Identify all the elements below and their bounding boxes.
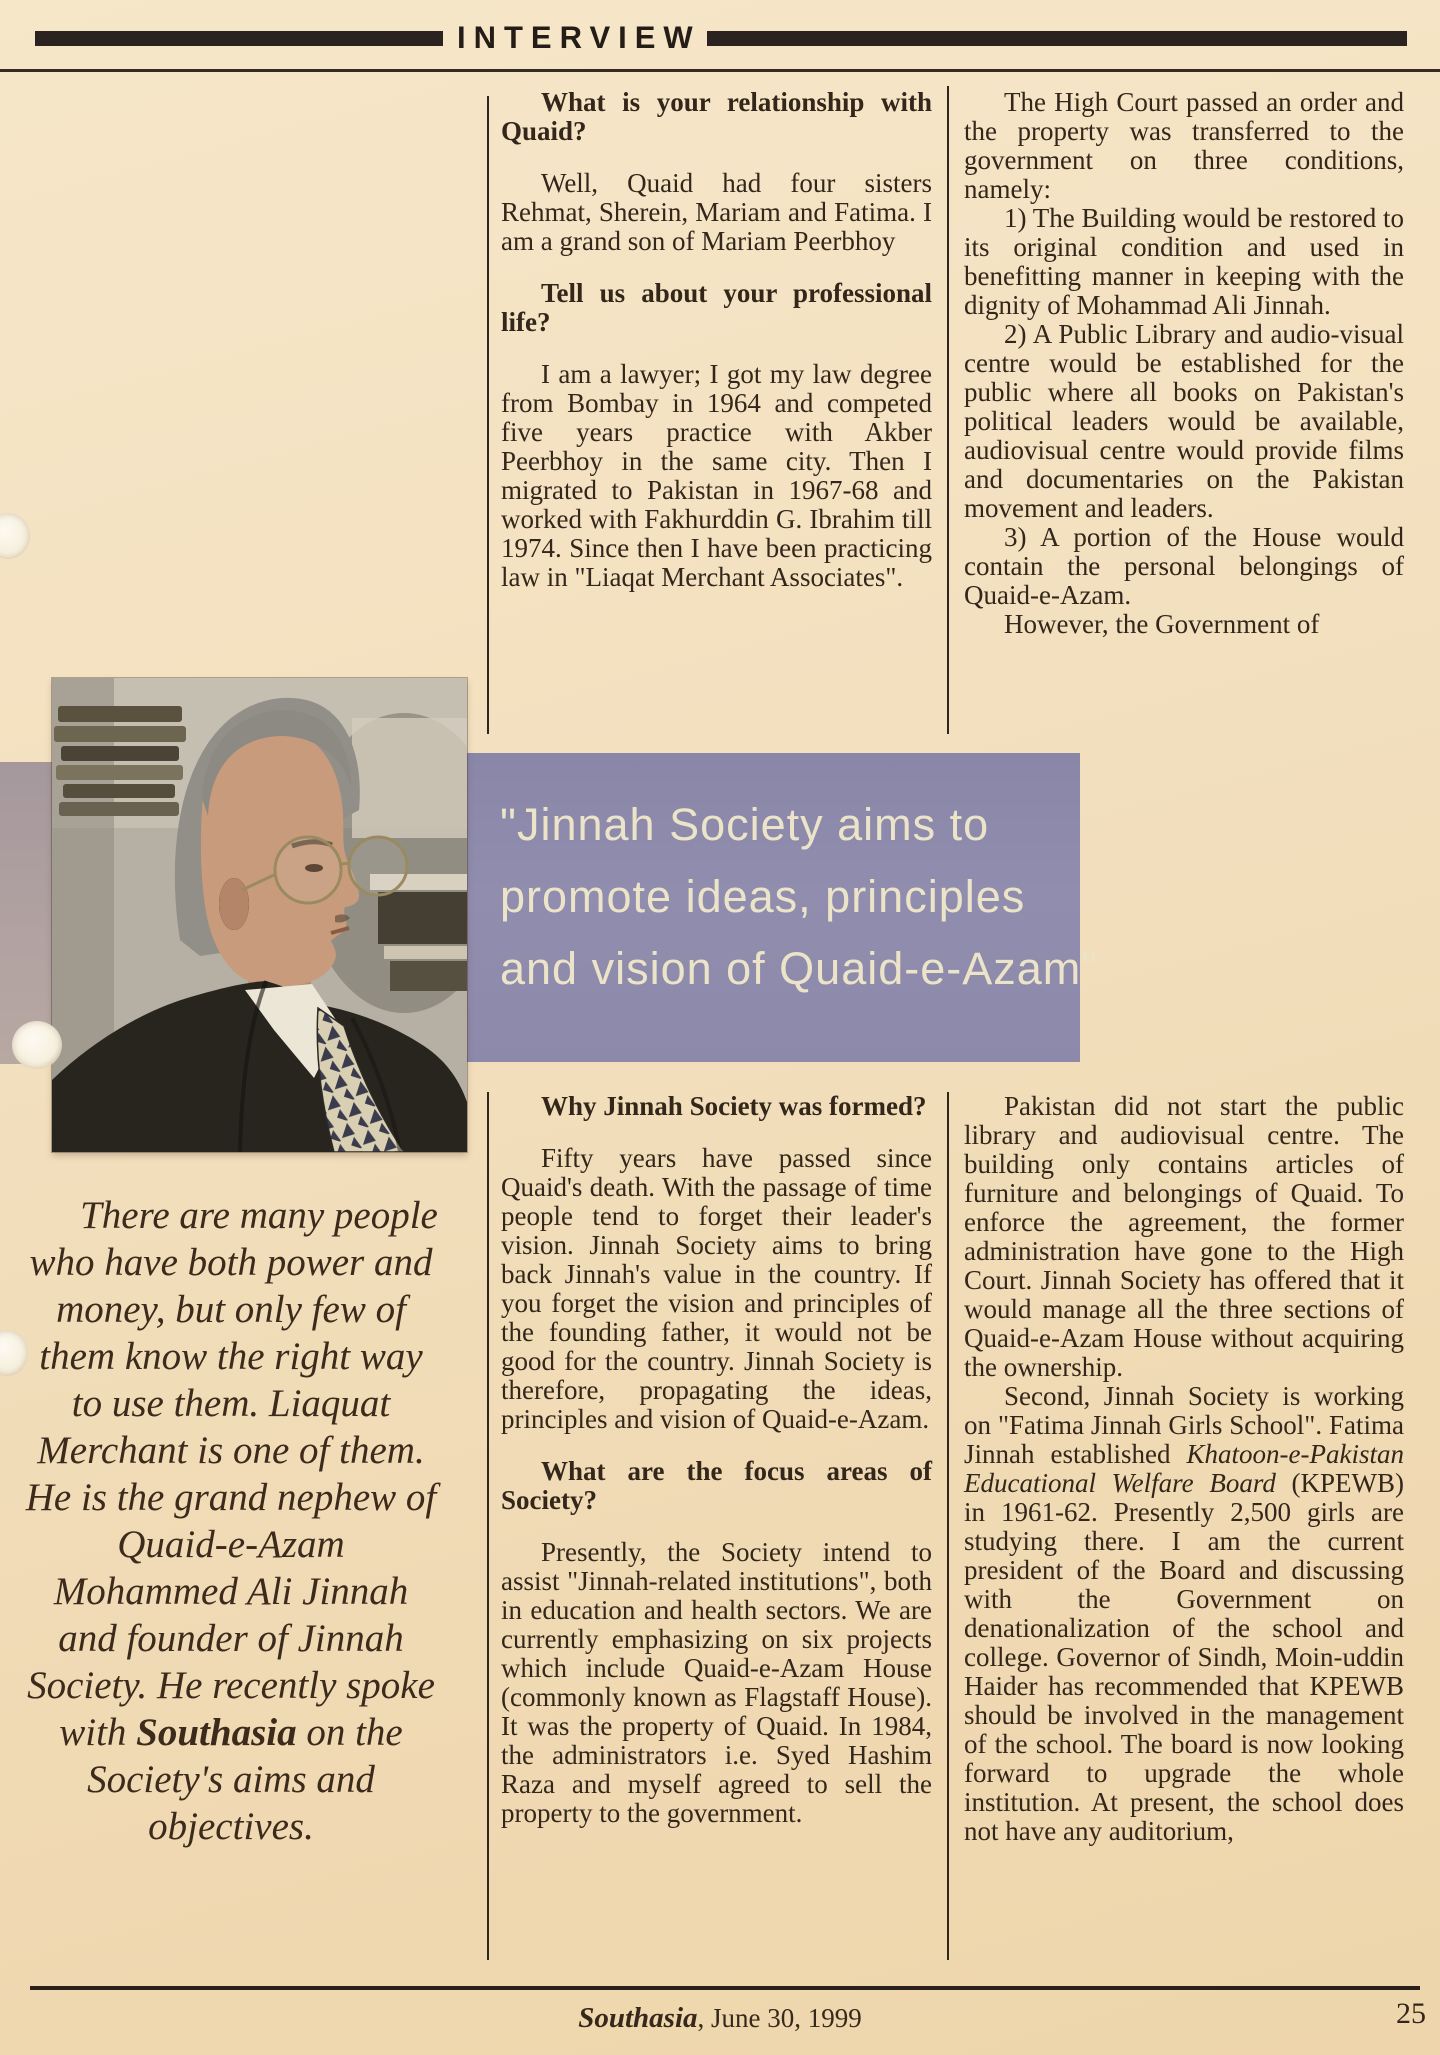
paragraph-condition-1: 1) The Building would be restored to its original condition and used in benefitting manner in keeping with the dignity of Mohammad Ali Jinnah. xyxy=(964,203,1404,320)
paragraph-condition-2: 2) A Public Library and audio-visual centre would be established for the public where all books on Pakistan's political leaders would be available, audiovisual centre would provide films and documentaries on the Pakistan movement and leaders. xyxy=(964,319,1404,523)
answer-society-formed: Fifty years have passed since Quaid's death. With the passage of time people tend to forget their leader's vision. Jinnah Society aims to bring back Jinnah's value in the country. If you forget the vision and principles of the founding father, it would not be good for the country. Jinnah Society is therefore, propagating the ideas, principles and vision of Quaid-e-Azam. xyxy=(501,1143,932,1434)
footer-rule xyxy=(30,1986,1420,1990)
portrait-illustration xyxy=(52,678,467,1152)
pull-quote-magazine-name: Southasia xyxy=(136,1711,297,1754)
quote-banner-line-2: promote ideas, principles xyxy=(500,871,1026,922)
article-column-right-top xyxy=(964,88,1404,639)
kpewb-board-name: Khatoon-e-Pakistan Educational Welfare Board xyxy=(964,1439,1404,1498)
footer-credit xyxy=(0,2002,1440,2035)
article-column-right-bottom xyxy=(964,1092,1404,1846)
quote-banner-line-3: and vision of Quaid-e-Azam" xyxy=(500,943,1099,994)
left-margin-color-strip xyxy=(0,762,55,1064)
header-bar-left xyxy=(35,31,443,46)
school-paragraph-start: Second, Jinnah Society is working on "Fatima Jinnah Girls School". Fatima Jinnah established xyxy=(964,1381,1404,1469)
eye xyxy=(305,864,323,872)
column-divider-left-bottom xyxy=(487,1092,489,1960)
question-professional-life: Tell us about your professional life? xyxy=(501,278,932,337)
paragraph-condition-3: 3) A portion of the House would contain the personal belongings of Quaid-e-Azam. xyxy=(964,522,1404,610)
question-society-formed: Why Jinnah Society was formed? xyxy=(541,1091,927,1121)
ear xyxy=(219,878,249,930)
answer-relationship: Well, Quaid had four sisters Rehmat, Sherein, Mariam and Fatima. I am a grand son of Mariam Peerbhoy xyxy=(501,168,932,256)
page-section-title: INTERVIEW xyxy=(457,19,701,56)
intro-pull-quote xyxy=(22,1192,440,1850)
magazine-name: Southasia xyxy=(578,2002,698,2034)
pull-quote-text-end: on the Society's aims and objectives. xyxy=(87,1711,403,1848)
school-paragraph-end: (KPEWB) in 1961-62. Presently 2,500 girls are studying there. I am the current president of the Board and discussing with the Government on denationalization of the school and college. Governor of Sindh, Moin-uddin Haider has recommended that KPEWB should be involved in the management of the school. The board is now looking forward to upgrade the whole institution. At present, the school does not have any auditorium, xyxy=(964,1468,1405,1846)
header-bar-right xyxy=(707,31,1407,46)
interviewee-portrait-photo xyxy=(52,678,467,1152)
header-band xyxy=(35,19,1407,56)
article-column-middle-bottom xyxy=(501,1092,932,1828)
column-divider-right-bottom xyxy=(947,1092,949,1960)
header-rule xyxy=(0,69,1440,72)
punch-hole-middle xyxy=(12,1021,62,1069)
pull-quote-text: There are many people who have both power and money, but only few of them know the right way to use them. Liaquat Merchant is one of them. He is the grand nephew of Quaid-e-Azam Mohammed Ali Jinnah and founder of Jinnah Society. He recently spoke with xyxy=(25,1194,438,1754)
quote-banner-line-1: "Jinnah Society aims to xyxy=(500,799,990,850)
column-divider-right-top xyxy=(947,86,949,734)
punch-hole-top xyxy=(0,513,30,559)
quote-banner-text xyxy=(500,789,1098,1005)
column-divider-left-top xyxy=(487,96,489,734)
paragraph-fatima-jinnah-school xyxy=(964,1382,1404,1846)
question-focus-areas: What are the focus areas of Society? xyxy=(501,1456,932,1515)
answer-focus-areas: Presently, the Society intend to assist "Jinnah-related institutions", both in education and health sectors. We are currently emphasizing on six projects which include Quaid-e-Azam House (commonly known as Flagstaff House). It was the property of Quaid. In 1984, the administrators i.e. Syed Hashim Raza and myself agreed to sell the property to the government. xyxy=(501,1537,932,1828)
paragraph-however: However, the Government of xyxy=(1004,609,1320,639)
issue-date: , June 30, 1999 xyxy=(697,2003,862,2033)
page-number: 25 xyxy=(1396,1997,1426,2030)
paragraph-high-court-order: The High Court passed an order and the property was transferred to the government on three conditions, namely: xyxy=(964,87,1404,204)
paragraph-government-inaction: Pakistan did not start the public library and audiovisual centre. The building only contains articles of furniture and belongings of Quaid. To enforce the agreement, the former administration have gone to the High Court. Jinnah Society has offered that it would manage all the three sections of Quaid-e-Azam House without acquiring the ownership. xyxy=(964,1091,1404,1382)
answer-professional-life: I am a lawyer; I got my law degree from Bombay in 1964 and competed five years practice with Akber Peerbhoy in the same city. Then I migrated to Pakistan in 1967-68 and worked with Fakhurddin G. Ibrahim till 1974. Since then I have been practicing law in "Liaqat Merchant Associates". xyxy=(501,359,932,592)
question-relationship: What is your relationship with Quaid? xyxy=(501,87,932,146)
article-column-middle-top xyxy=(501,88,932,592)
